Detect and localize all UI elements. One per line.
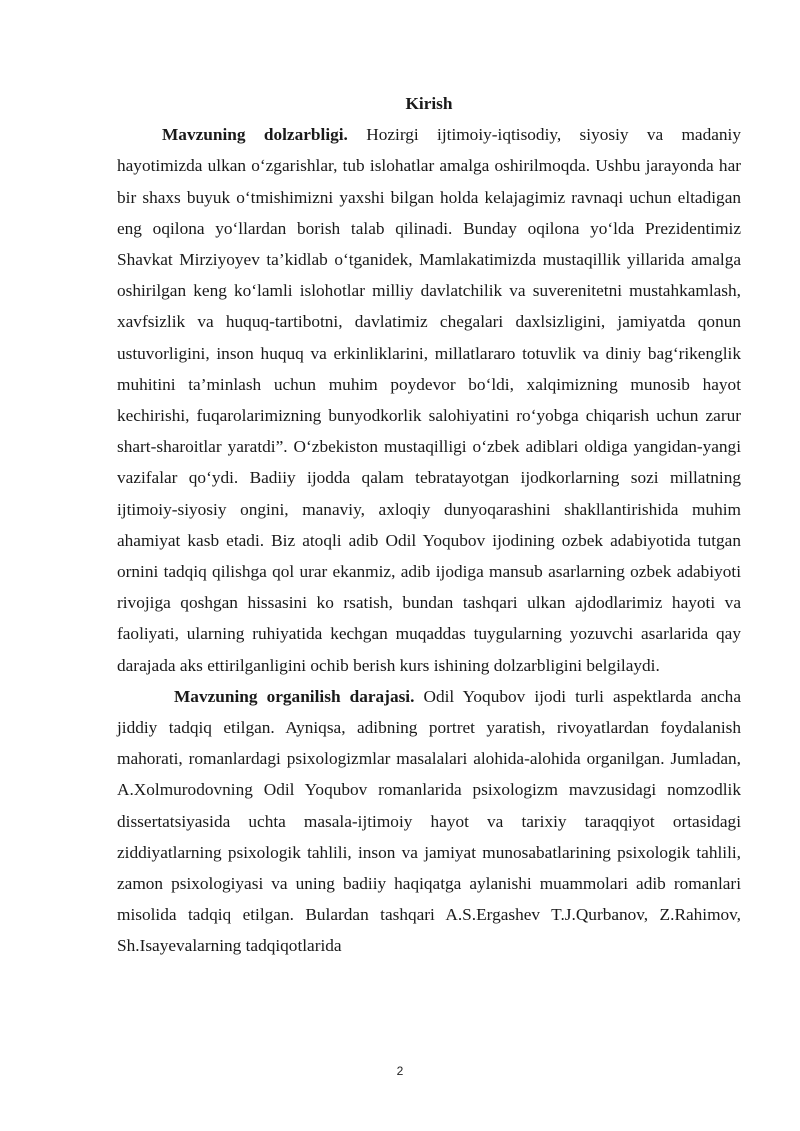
paragraph-text-relevance: Hozirgi ijtimoiy-iqtisodiy, siyosiy va madaniy hayotimizda ulkan o‘zgarishlar, tub islohatlar amalga oshirilmoqda. Ushbu jarayonda har bir shaxs buyuk o‘tmishimizni yaxshi bilgan holda kelajagimiz ravnaqi uchun eltadigan eng oqilona yo‘llardan borish talab qilinadi. Bunday oqilona yo‘lda Prezidentimiz Shavkat Mirziyoyev ta’kidlab o‘tganidek, Mamlakatimizda mustaqillik yillarida amalga oshirilgan keng ko‘lamli islohotlar milliy davlatchilik va suverenitetni mustahkamlash, xavfsizlik va huquq-tartibotni, davlatimiz chegalari daxlsizligini, jamiyatda qonun ustuvorligini, inson huquq va erkinliklarini, millatlararo totuvlik va diniy bag‘rikenglik muhitini ta’minlash uchun muhim poydevor bo‘ldi, xalqimizning munosib hayot kechirishi, fuqarolarimizning bunyodkorlik salohiyatini ro‘yobga chiqarish uchun zarur shart-sharoitlar yaratdi”. O‘zbekiston mustaqilligi o‘zbek adiblari oldiga yangidan-yangi vazifalar qo‘ydi. Badiiy ijodda qalam tebratayotgan ijodkorlarning sozi millatning ijtimoiy-siyosiy ongini, manaviy, axloqiy dunyoqarashini shakllantirishida muhim ahamiyat kasb etadi. Biz atoqli adib Odil Yoqubov ijodining ozbek adabiyotida tutgan ornini tadqiq qilishga qol urar ekanmiz, adib ijodiga mansub asarlarning ozbek adabiyoti rivojiga qoshgan hissasini ko rsatish, bundan tashqari ulkan ajdodlarimiz hayoti va faoliyati, ularning ruhiyatida kechgan muqaddas tuygularning yozuvchi asarlarida qay darajada aks ettirilganligini ochib berish kurs ishining dolzarbligini belgilaydi.	[117, 125, 741, 675]
page-number: 2	[396, 1064, 404, 1078]
paragraph-text-study-level: Odil Yoqubov ijodi turli aspektlarda ancha jiddiy tadqiq etilgan. Ayniqsa, adibning portret yaratish, rivoyatlardan foydalanish mahorati, romanlardagi psixologizmlar masalalari alohida-alohida organilgan. Jumladan, A.Xolmurodovning Odil Yoqubov romanlarida psixologizm mavzusidagi nomzodlik dissertatsiyasida uchta masala-ijtimoiy hayot va tarixiy taraqqiyot ortasidagi ziddiyatlarning psixologik tahlili, inson va jamiyat munosabatlarining psixologik tahlili, zamon psixologiyasi va uning badiiy haqiqatga aylanishi muammolari adib romanlari misolida tadqiq etilgan. Bulardan tashqari A.S.Ergashev T.J.Qurbanov, Z.Rahimov, Sh.Isayevalarning tadqiqotlarida	[117, 686, 741, 956]
paragraph-lead-study-level: Mavzuning organilish darajasi.	[174, 686, 415, 706]
paragraph-lead-relevance: Mavzuning dolzarbligi.	[162, 125, 348, 145]
paragraph-relevance	[117, 119, 741, 681]
paragraph-study-level	[117, 681, 741, 962]
section-heading: Kirish	[405, 94, 453, 113]
document-body	[117, 88, 741, 962]
